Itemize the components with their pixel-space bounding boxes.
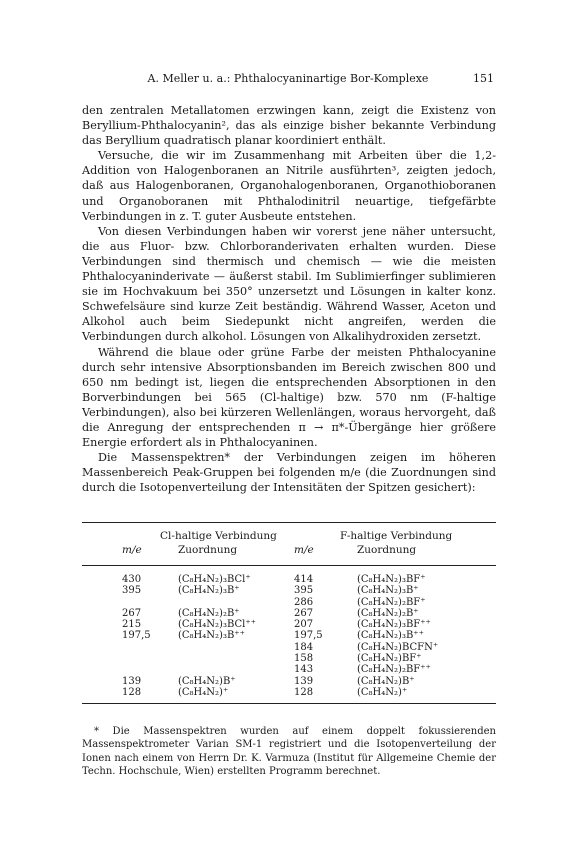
table-row — [82, 687, 496, 698]
table-row — [82, 664, 496, 675]
table-row — [82, 619, 496, 630]
paragraph: Die Massenspektren* der Verbindungen zeigen im höheren Massenbereich Peak-Gruppen bei folgenden m/e (die Zuordnungen sind durch die Isotopenverteilung der Intensitäten der Spitzen gesichert): — [82, 451, 496, 495]
col-me-left: m/e — [122, 544, 142, 556]
cell-assign-right: (C₈H₄N₂)BF⁺ — [357, 653, 422, 665]
table-header — [82, 530, 496, 562]
cell-me-left: 139 — [122, 675, 142, 687]
cell-me-right: 207 — [294, 619, 314, 631]
table-row — [82, 608, 496, 619]
cell-me-right: 128 — [294, 686, 314, 698]
footnote-text: * Die Massenspektren wurden auf einem doppelt fokussierenden Massenspektrometer Varian SM-1 registriert und die Isotopenverteilung der Ionen nach einem von Herrn Dr. K. Varmuza (Institut für Allgemeine Chemie der Techn. Hochschule, Wien) erstellten Programm berechnet. — [82, 726, 496, 777]
cell-me-left: 267 — [122, 607, 142, 619]
table-row — [82, 585, 496, 596]
cell-assign-left: (C₈H₄N₂)B⁺ — [178, 675, 236, 687]
table-row — [82, 676, 496, 687]
cell-assign-right: (C₈H₄N₂)₃BF⁺ — [357, 574, 426, 585]
group-header-cl: Cl-haltige Verbindung — [160, 530, 277, 542]
cell-assign-right: (C₈H₄N₂)₃BF⁺⁺ — [357, 619, 431, 631]
cell-me-right: 414 — [294, 574, 314, 585]
cell-assign-left: (C₈H₄N₂)₃B⁺⁺ — [178, 630, 245, 642]
table-row — [82, 642, 496, 653]
paragraph: Versuche, die wir im Zusammenhang mit Arbeiten über die 1,2-Addition von Halogenboranen an Nitrile ausführten³, zeigten jedoch, daß aus Halogenboranen, Organohalogenboranen, Organothioboranen und Organoboranen mit Phthalodinitril neuartige, tiefgefärbte Verbindungen in z. T. guter Ausbeute entstehen. — [82, 149, 496, 223]
table-bottom-rule — [82, 703, 496, 704]
cell-me-left: 128 — [122, 686, 142, 698]
paragraph: den zentralen Metallatomen erzwingen kann, zeigt die Existenz von Beryllium-Phthalocyanin², das als einzige bisher bekannte Verbindung das Beryllium quadratisch planar koordiniert enthält. — [82, 104, 496, 148]
header-title: A. Meller u. a.: Phthalocyaninartige Bor-Komplexe — [147, 72, 429, 85]
cell-me-right: 267 — [294, 607, 314, 619]
cell-me-right: 139 — [294, 675, 314, 687]
table-row — [82, 574, 496, 585]
cell-assign-left: (C₈H₄N₂)₃BCl⁺ — [178, 574, 251, 585]
cell-me-right: 197,5 — [294, 630, 323, 642]
cell-me-right: 158 — [294, 653, 314, 665]
cell-me-right: 286 — [294, 596, 314, 608]
page-number: 151 — [473, 72, 494, 85]
cell-me-left: 215 — [122, 619, 142, 631]
cell-assign-left: (C₈H₄N₂)₂B⁺ — [178, 607, 240, 619]
paragraph: Von diesen Verbindungen haben wir vorerst jene näher untersucht, die aus Fluor- bzw. Chlorboranderivaten erhalten wurden. Diese Verbindungen sind thermisch und chemisch — wie die meisten Phthalocyaninderivate — äußerst stabil. Im Sublimierfinger sublimieren sie im Hochvakuum bei 350° unzersetzt und Lösungen in kalter konz. Schwefelsäure sind kurze Zeit beständig. Während Wasser, Aceton und Alkohol auch beim Siedepunkt nicht angreifen, werden die Verbindungen durch alkohol. Lösungen von Alkalihydroxiden zersetzt. — [82, 224, 496, 344]
table-body — [82, 574, 496, 698]
cell-me-left: 430 — [122, 574, 142, 585]
cell-assign-right: (C₈H₄N₂)⁺ — [357, 686, 408, 698]
col-assign-right: Zuordnung — [357, 544, 417, 556]
cell-me-right: 143 — [294, 664, 314, 676]
cell-assign-right: (C₈H₄N₂)BCFN⁺ — [357, 641, 439, 653]
cell-assign-right: (C₈H₄N₂)₂BF⁺⁺ — [357, 664, 431, 676]
cell-assign-right: (C₈H₄N₂)₂BF⁺ — [357, 596, 426, 608]
table-top-rule — [82, 522, 496, 523]
cell-assign-right: (C₈H₄N₂)₂B⁺ — [357, 607, 419, 619]
cell-me-right: 184 — [294, 641, 314, 653]
table-row — [82, 597, 496, 608]
cell-assign-right: (C₈H₄N₂)B⁺ — [357, 675, 415, 687]
paragraph: Während die blaue oder grüne Farbe der meisten Phthalocyanine durch sehr intensive Absorptionsbanden im Bereich zwischen 800 und 650 nm bedingt ist, liegen die entsprechenden Absorptionen in den Borverbindungen bei 565 (Cl-haltige) bzw. 570 nm (F-haltige Verbindungen), also bei kürzeren Wellenlängen, woraus hervorgeht, daß die Anregung der entsprechenden π → π*-Übergänge hier größere Energie erfordert als in Phthalocyaninen. — [82, 345, 496, 450]
col-me-right: m/e — [294, 544, 314, 556]
cell-assign-right: (C₈H₄N₂)₃B⁺⁺ — [357, 630, 424, 642]
table-row — [82, 653, 496, 664]
footnote — [82, 725, 496, 778]
group-header-f: F-haltige Verbindung — [340, 530, 453, 542]
col-assign-left: Zuordnung — [178, 544, 238, 556]
table-header-rule — [82, 565, 496, 566]
running-header — [82, 72, 494, 90]
body-text — [82, 103, 496, 495]
table-row — [82, 630, 496, 641]
cell-assign-right: (C₈H₄N₂)₃B⁺ — [357, 585, 419, 597]
cell-me-left: 395 — [122, 585, 142, 597]
cell-assign-left: (C₈H₄N₂)₃B⁺ — [178, 585, 240, 597]
cell-me-left: 197,5 — [122, 630, 151, 642]
cell-me-right: 395 — [294, 585, 314, 597]
cell-assign-left: (C₈H₄N₂)₃BCl⁺⁺ — [178, 619, 256, 631]
cell-assign-left: (C₈H₄N₂)⁺ — [178, 686, 229, 698]
